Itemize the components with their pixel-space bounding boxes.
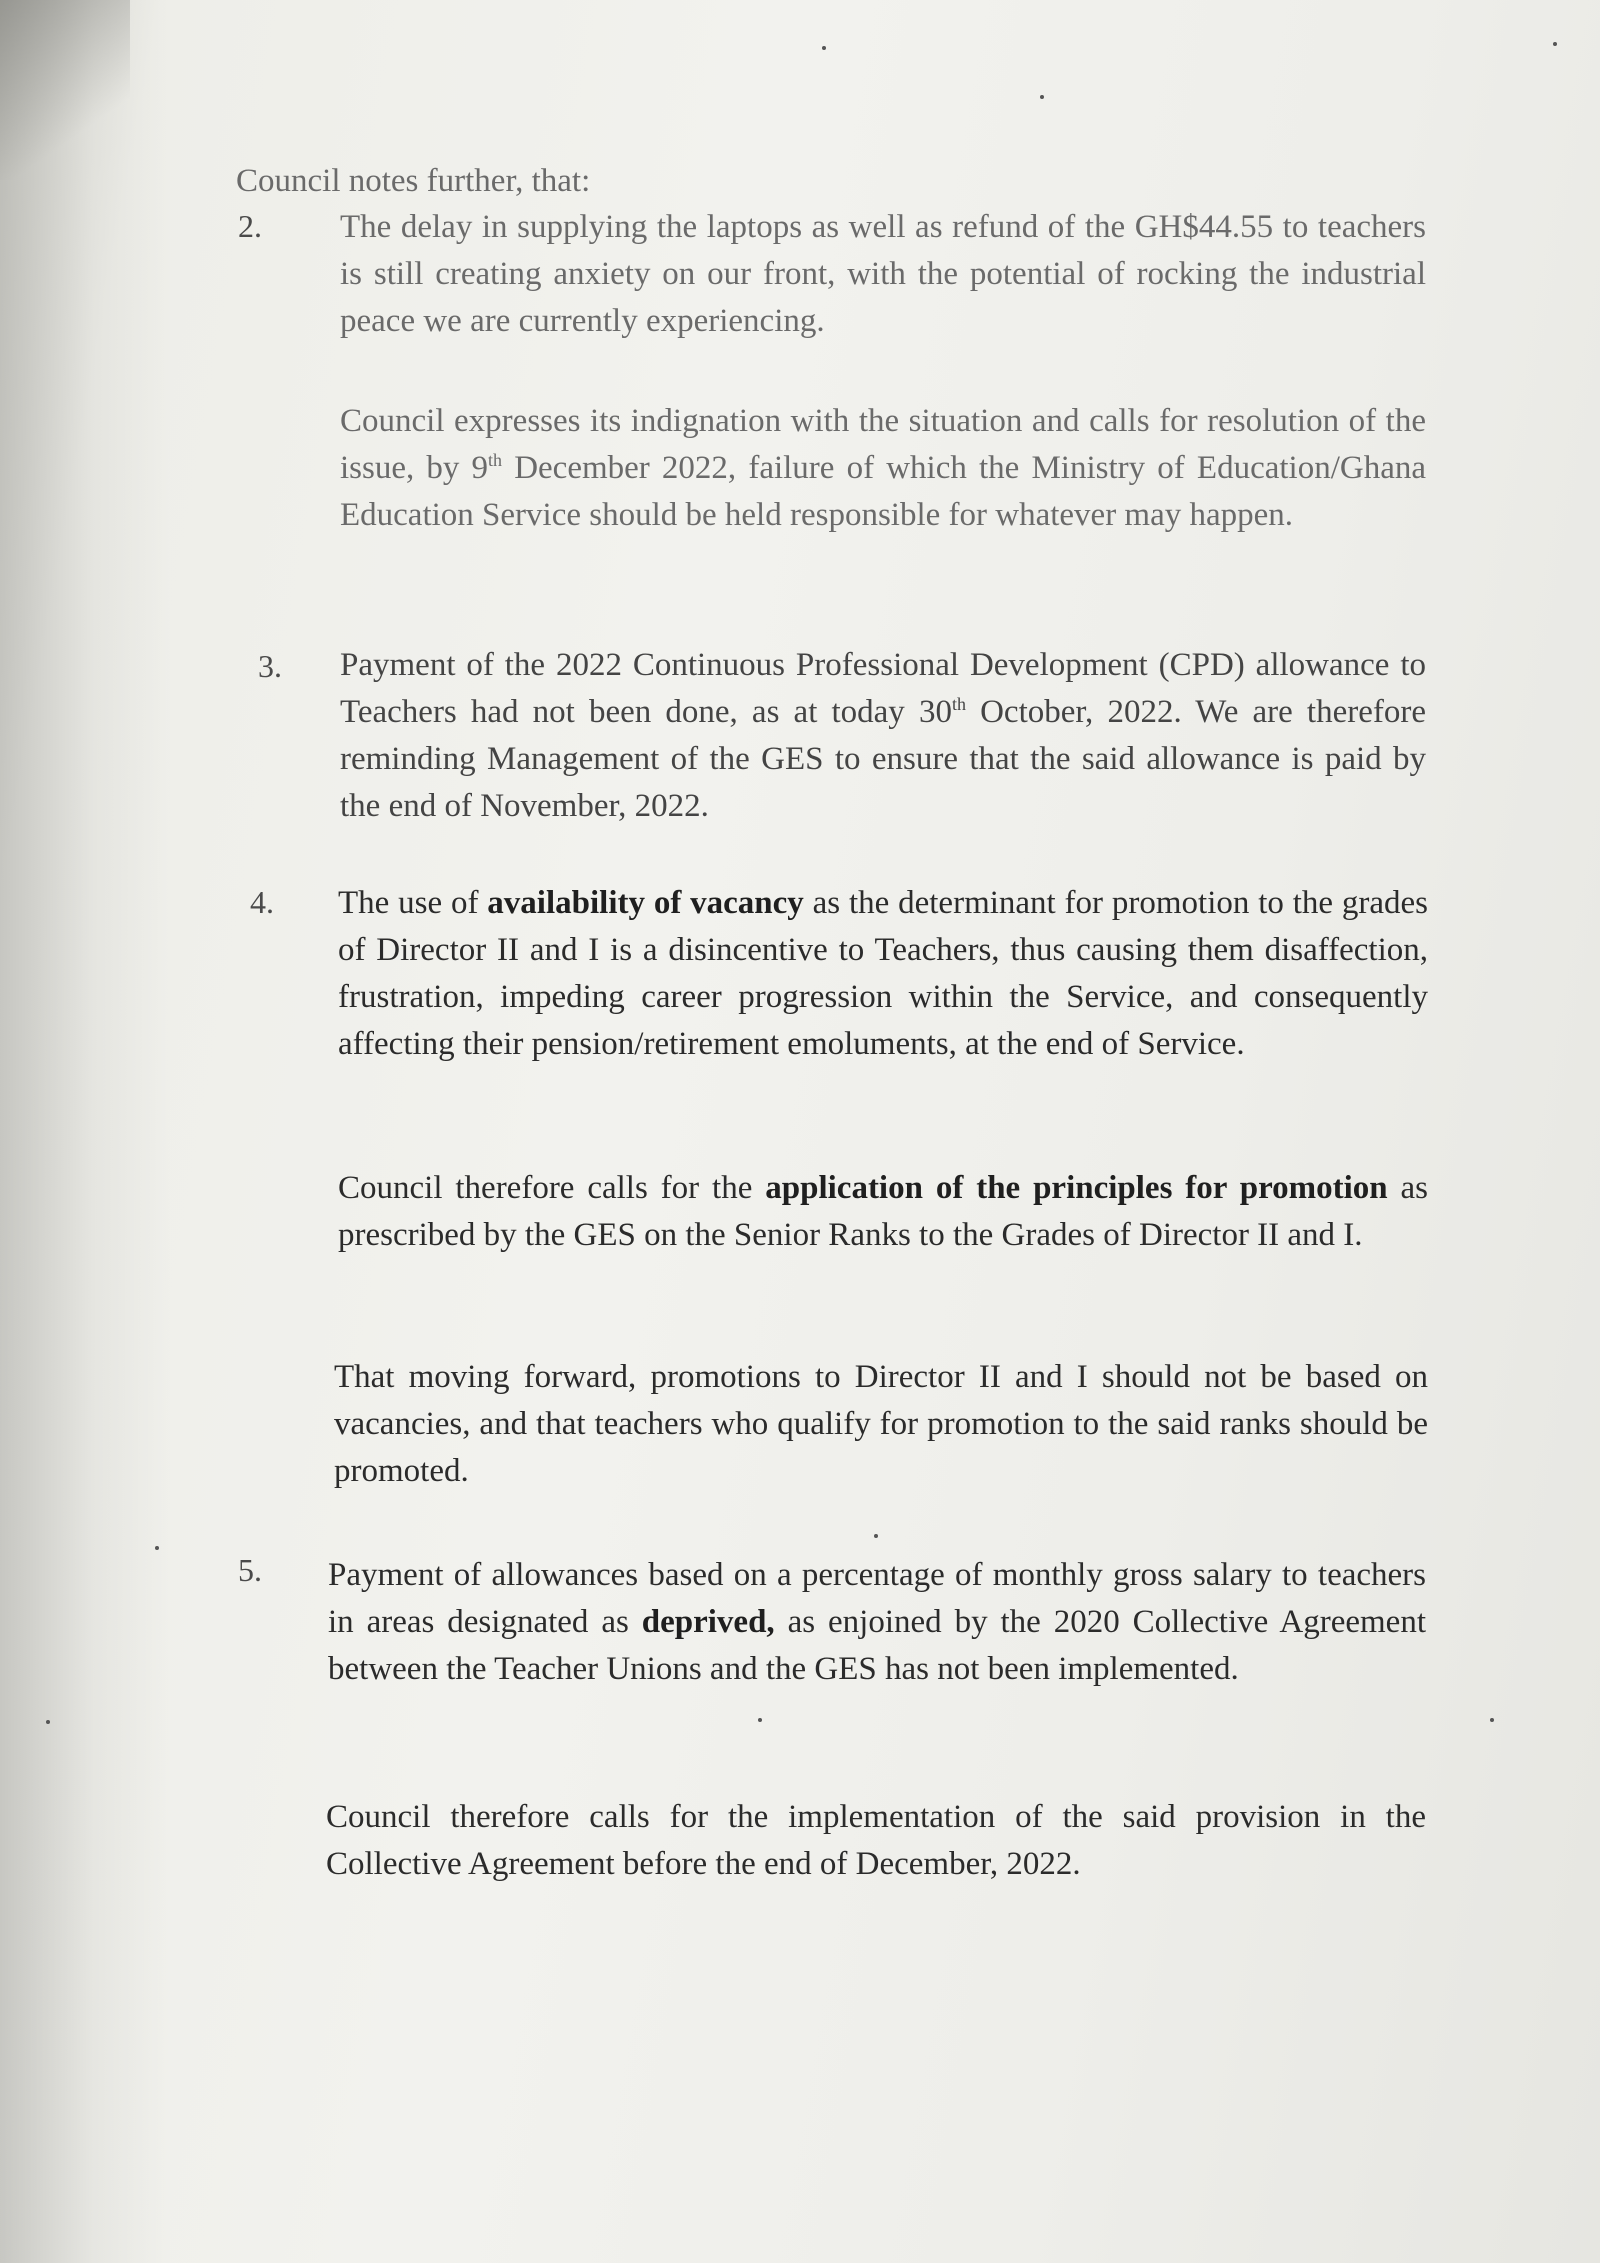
- speck: [155, 1546, 159, 1550]
- item-number: 2.: [238, 208, 262, 244]
- item-number: 5.: [238, 1552, 262, 1588]
- speck: [1553, 42, 1557, 46]
- item-number: 3.: [258, 648, 282, 684]
- speck: [1040, 95, 1044, 99]
- speck: [46, 1720, 50, 1724]
- intro-line: Council notes further, that:: [236, 163, 591, 199]
- corner-shadow: [0, 0, 130, 180]
- item-4-paragraph-1: The use of availability of vacancy as the determinant for promotion to the grades of Director II and I is a disincentive to Teachers, thus causing them disaffection, frustration, impeding career progression within the Service, and consequently affecting their pension/retirement emoluments, at the end of Service.: [338, 885, 1428, 1062]
- item-2-paragraph-1: The delay in supplying the laptops as well as refund of the GH$44.55 to teachers is still creating anxiety on our front, with the potential of rocking the industrial peace we are currently experiencing.: [340, 209, 1426, 339]
- page-fold-shadow: [0, 0, 170, 2263]
- item-5-paragraph-2: Council therefore calls for the implementation of the said provision in the Collective Agreement before the end of December, 2022.: [326, 1799, 1426, 1882]
- item-4-paragraph-2: Council therefore calls for the application of the principles for promotion as prescribed by the GES on the Senior Ranks to the Grades of Director II and I.: [338, 1170, 1428, 1253]
- speck: [874, 1534, 878, 1538]
- item-2-paragraph-2: Council expresses its indignation with the situation and calls for resolution of the issue, by 9th December 2022, failure of which the Ministry of Education/Ghana Education Service should be held responsible for whatever may happen.: [340, 403, 1427, 533]
- item-3-paragraph-1: Payment of the 2022 Continuous Professional Development (CPD) allowance to Teachers had not been done, as at today 30th October, 2022. We are therefore reminding Management of the GES to ensure that the said allowance is paid by the end of November, 2022.: [340, 647, 1426, 824]
- speck: [758, 1718, 762, 1722]
- speck: [1490, 1718, 1494, 1722]
- item-5-paragraph-1: Payment of allowances based on a percentage of monthly gross salary to teachers in areas designated as deprived, as enjoined by the 2020 Collective Agreement between the Teacher Unions and the GES has not been implemented.: [328, 1557, 1426, 1687]
- item-4-paragraph-3: That moving forward, promotions to Director II and I should not be based on vacancies, and that teachers who qualify for promotion to the said ranks should be promoted.: [334, 1359, 1428, 1489]
- speck: [822, 46, 826, 50]
- item-number: 4.: [250, 884, 274, 920]
